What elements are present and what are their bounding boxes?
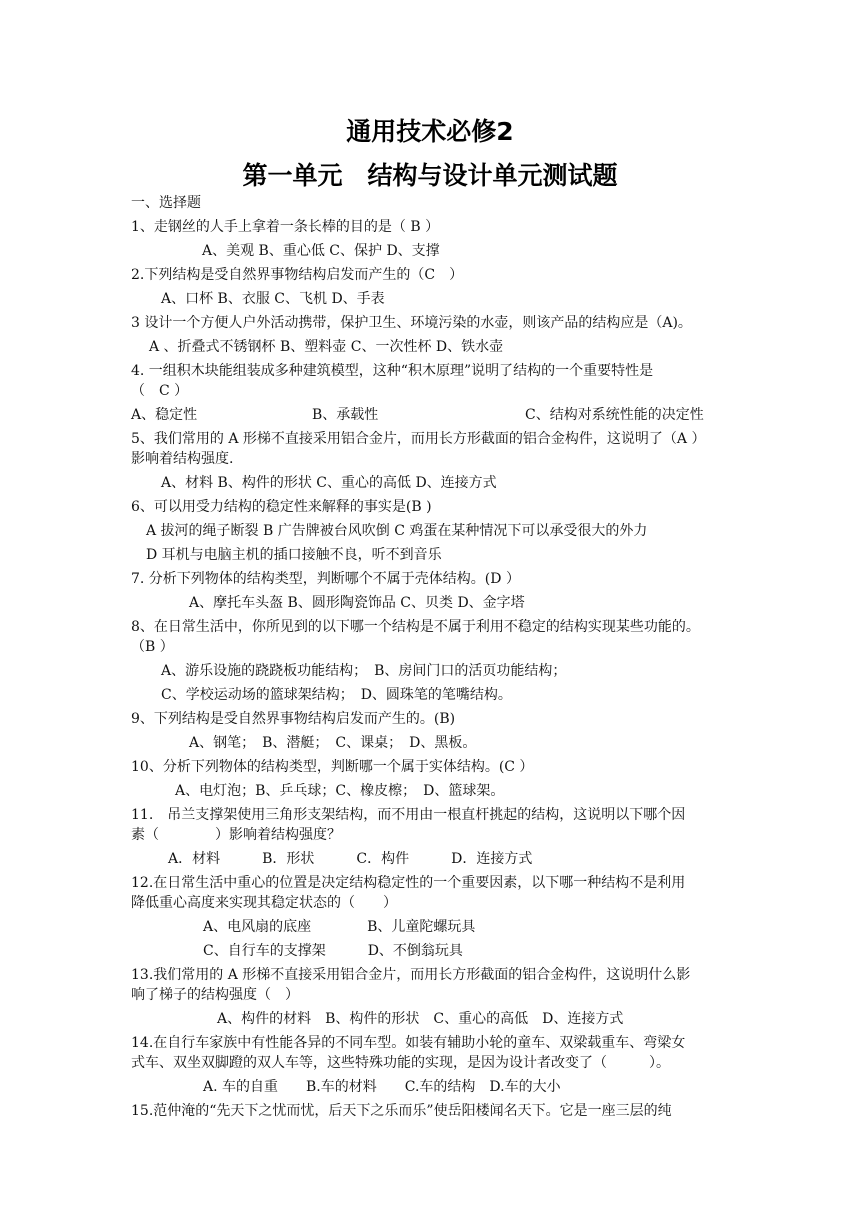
option-line: D 耳机与电脑主机的插口接触不良，听不到音乐 [146, 547, 442, 563]
question-line: 15.范仲淹的“先天下之忧而忧，后天下之乐而乐”使岳阳楼闻名天下。它是一座三层的纯 [131, 1103, 672, 1119]
question-line: 12.在日常生活中重心的位置是决定结构稳定性的一个重要因素，以下哪一种结构不是利用 [131, 875, 686, 891]
question-line: 降低重心高度来实现其稳定状态的（ ） [131, 895, 397, 911]
question-line: 响了梯子的结构强度（ ） [131, 987, 299, 1003]
question-line: （B ） [131, 639, 174, 655]
section-heading: 一、选择题 [131, 195, 201, 211]
question-line: 14.在自行车家族中有性能各异的不同车型。如装有辅助小轮的童车、双梁载重车、弯梁女 [131, 1035, 686, 1051]
option-line: A、电风扇的底座 B、儿童陀螺玩具 [203, 919, 476, 935]
question-line: 10、分析下列物体的结构类型，判断哪一个属于实体结构。(C ） [131, 759, 534, 775]
question-line: 7. 分析下列物体的结构类型，判断哪个不属于壳体结构。(D ） [131, 571, 520, 587]
option-line: A、材料 B、构件的形状 C、重心的高低 D、连接方式 [161, 475, 497, 491]
question-line: 13.我们常用的 A 形梯不直接采用铝合金片，而用长方形截面的铝合金构件，这说明什么影 [131, 967, 691, 983]
question-line: 5、我们常用的 A 形梯不直接采用铝合金片，而用长方形截面的铝合金构件，这说明了（A ） [131, 431, 706, 447]
option-line: A、口杯 B、衣服 C、飞机 D、手表 [161, 291, 385, 307]
option-line: A、稳定性 [131, 407, 198, 423]
question-line: 8、在日常生活中，你所见到的以下哪一个结构是不属于利用不稳定的结构实现某些功能的。 [131, 619, 700, 635]
option-line: A、构件的材料 B、构件的形状 C、重心的高低 D、连接方式 [217, 1011, 624, 1027]
option-line: A、钢笔； B、潜艇； C、课桌； D、黑板。 [189, 735, 477, 751]
question-line: 6、可以用受力结构的稳定性来解释的事实是(B ) [131, 499, 432, 515]
question-line: 影响着结构强度. [131, 451, 234, 467]
doc-title: 通用技术必修2 [346, 117, 514, 146]
option-line: A 拔河的绳子断裂 B 广告牌被台风吹倒 C 鸡蛋在某种情况下可以承受很大的外力 [146, 523, 648, 539]
question-line: 素（ ）影响着结构强度？ [131, 827, 341, 843]
option-line: B、承载性 [312, 407, 379, 423]
option-line: A、游乐设施的跷跷板功能结构； B、房间门口的活页功能结构； [161, 663, 567, 679]
question-line: 式车、双坐双脚蹬的双人车等，这些特殊功能的实现，是因为设计者改变了（ ）。 [131, 1055, 670, 1071]
question-line: 2.下列结构是受自然界事物结构启发而产生的（C ） [131, 267, 464, 283]
option-line: A．材料 B．形状 C．构件 D．连接方式 [168, 851, 533, 867]
option-line: A、摩托车头盔 B、圆形陶瓷饰品 C、贝类 D、金字塔 [189, 595, 525, 611]
question-line: 1、走钢丝的人手上拿着一条长棒的目的是（ B ） [131, 219, 440, 235]
question-line: 4. 一组积木块能组装成多种建筑模型，这种“积木原理”说明了结构的一个重要特性是 [131, 363, 654, 379]
option-line: A、美观 B、重心低 C、保护 D、支撑 [202, 243, 440, 259]
doc-subtitle: 第一单元 结构与设计单元测试题 [242, 161, 618, 190]
option-line: C、自行车的支撑架 D、不倒翁玩具 [203, 943, 463, 959]
question-line: 11. 吊兰支撑架使用三角形支架结构，而不用由一根直杆挑起的结构，这说明以下哪个因 [131, 807, 686, 823]
question-line: 3 设计一个方便人户外活动携带，保护卫生、环境污染的水壶，则该产品的结构应是（A)。 [131, 315, 692, 331]
option-line: A、电灯泡；B、乒乓球；C、橡皮檫； D、篮球架。 [175, 783, 505, 799]
option-line: C、学校运动场的篮球架结构； D、圆珠笔的笔嘴结构。 [161, 687, 512, 703]
question-line: 9、下列结构是受自然界事物结构启发而产生的。(B) [131, 711, 456, 727]
option-line: C、结构对系统性能的决定性 [525, 407, 704, 423]
option-line: A. 车的自重 B.车的材料 C.车的结构 D.车的大小 [203, 1079, 561, 1095]
question-line: （ C ） [131, 383, 189, 399]
option-line: A 、折叠式不锈钢杯 B、塑料壶 C、一次性杯 D、铁水壶 [149, 339, 504, 355]
